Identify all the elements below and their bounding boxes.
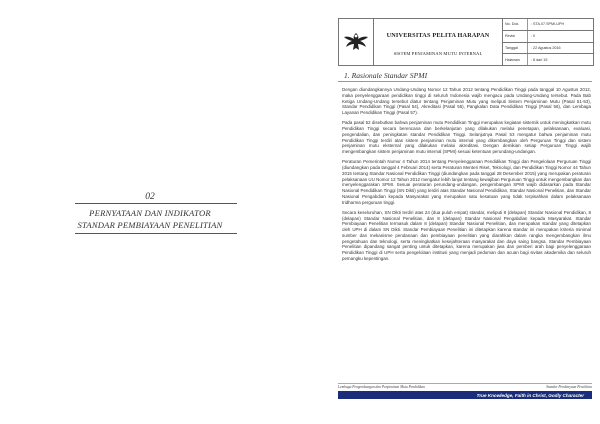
paragraph: Secara keseluruhan, SN Dikti terdiri atas 24 (dua puluh empat) standar, meliputi 8 (delapan) Standar Nasional Pendidikan, 8 (delapan) Standar Nasional Penelitian, dan 8 (delapan) Standar Nasional Pengabdian kepada Masyarakat. Standar Pembiayaan Penelitian termasuk dalam 8 (delapan) Standar Nasional Penelitian, dan merupakan standar yang ditetapkan oleh UPH di dalam SN Dikti. Standar Pembiayaan Penelitian ini ditetapkan karena standar ini merupakan kriteria minimal sumber dan mekanisme pendanaan dan pembiayaan penelitian yang diarahkan dalam rangka mengembangkan ilmu pengetahuan dan teknologi, serta meningkatkan kesejahteraan masyarakat dan daya saing bangsa. Standar Pembiayaan Penelitian dipandang sangat penting untuk ditetapkan, karena merupakan jiwa dan pemberi arah bagi penyelenggaraan Pendidikan Tinggi di UPH serta pengelolaan institusi yang menjadi pedoman dan acuan bagi sivitas akademika dan seluruh pemangku kepentingan. bbox=[342, 209, 591, 261]
meta-value: : 22 Agustus 2016 bbox=[531, 45, 561, 50]
document-header bbox=[338, 18, 594, 66]
system-name: SISTEM PENJAMINAN MUTU INTERNAL bbox=[393, 51, 483, 56]
university-name: UNIVERSITAS PELITA HARAPAN bbox=[386, 32, 490, 39]
motto-bar bbox=[338, 391, 592, 399]
section-heading: 1. Rasionale Standar SPMI bbox=[344, 71, 428, 80]
document-meta bbox=[503, 19, 593, 65]
footer-left-text: Lembaga Pengembangan dan Penjaminan Mutu Pendidikan bbox=[338, 385, 425, 389]
meta-key: Revisi bbox=[503, 31, 528, 42]
meta-row bbox=[503, 19, 593, 31]
section-number: 02 bbox=[145, 192, 155, 202]
body-text bbox=[342, 87, 591, 266]
meta-value: : 0 bbox=[531, 34, 536, 39]
right-page bbox=[300, 0, 600, 424]
meta-row bbox=[503, 43, 593, 55]
meta-key: No. Dok. bbox=[503, 19, 528, 30]
footer-divider bbox=[338, 383, 592, 384]
eagle-logo-icon bbox=[343, 30, 369, 54]
paragraph: Pada pasal 52 disebutkan bahwa penjaminan mutu Pendidikan Tinggi merupakan kegiatan sistemik untuk meningkatkan mutu Pendidikan Tinggi secara berencana dan berkelanjutan yang dilakukan melalui penetapan, pelaksanaan, evaluasi, pengendalian, dan peningkatan standar Pendidikan Tinggi. Selanjutnya Pasal 53 mengatur bahwa penjaminan mutu Pendidikan Tinggi terdiri atas sistem penjaminan mutu internal yang dikembangkan oleh Perguruan Tinggi dan sistem penjaminan mutu eksternal yang dilakukan melalui akreditasi. Dengan demikian setiap Perguruan Tinggi wajib mengembangkan sistem penjaminan mutu internal (SPMI) sesuai ketentuan perundang-undangan. bbox=[342, 120, 591, 154]
section-title-line2: STANDAR PEMBIAYAAN PENELITIAN bbox=[77, 220, 223, 230]
meta-row bbox=[503, 31, 593, 43]
section-title bbox=[0, 207, 300, 231]
meta-row bbox=[503, 54, 593, 65]
paragraph: Peraturan Pemerintah Nomor 4 Tahun 2014 tentang Penyelenggaraan Pendidikan Tinggi dan Pengelolaan Perguruan Tinggi (diundangkan pada tanggal 4 Februari 2014) serta Peraturan Menteri Riset, Teknologi, dan Pendidikan Tinggi Nomor 44 Tahun 2015 tentang Standar Nasional Pendidikan Tinggi (diundangkan pada tanggal 28 Desember 2015) yang merupakan peraturan pelaksanaan UU Nomor 12 Tahun 2012 mengatur lebih lanjut tentang kewajiban Perguruan Tinggi untuk mengembangkan dan menyelenggarakan SPMI. Sesuai peraturan perundang-undangan, pengembangan SPMI wajib didasarkan pada Standar Nasional Pendidikan Tinggi (SN Dikti) yang terdiri atas Standar Nasional Pendidikan, Standar Nasional Penelitian, dan Standar Nasional Pengabdian kepada Masyarakat yang merupakan satu kesatuan yang tidak terpisahkan dalam pelaksanaan tridharma perguruan tinggi. bbox=[342, 159, 591, 205]
motto-text: True Knowledge, Faith in Christ, Godly Character bbox=[476, 392, 584, 398]
meta-value: : STA.07.SPMI-UPH bbox=[531, 22, 565, 27]
section-title-line1: PERNYATAAN DAN INDIKATOR bbox=[89, 208, 211, 218]
meta-value: : 8 dari 15 bbox=[531, 57, 548, 62]
footer-right-text: Standar Pembiayaan Penelitian bbox=[546, 385, 592, 389]
header-title-cell bbox=[374, 19, 503, 65]
divider bbox=[75, 203, 237, 204]
meta-key: Tanggal bbox=[503, 43, 528, 54]
paragraph: Dengan diundangkannya Undang-Undang Nomor 12 Tahun 2012 tentang Pendidikan Tinggi pada tanggal 10 Agustus 2012, maka penyelenggaraan pendidikan tinggi di seluruh Indonesia wajib mengacu pada Undang-Undang tersebut. Pada Bab Ketiga Undang-Undang tersebut diatur tentang Penjaminan Mutu yang meliputi Sistem Penjaminan Mutu (Pasal 51-53), Standar Pendidikan Tinggi (Pasal 54), Akreditasi (Pasal 55), Pangkalan Data Pendidikan Tinggi (Pasal 56), dan Lembaga Layanan Pendidikan Tinggi (Pasal 57). bbox=[342, 87, 591, 115]
heading-divider bbox=[338, 81, 592, 82]
divider bbox=[75, 233, 237, 234]
logo-cell bbox=[339, 19, 374, 65]
meta-key: Halaman bbox=[503, 54, 528, 65]
